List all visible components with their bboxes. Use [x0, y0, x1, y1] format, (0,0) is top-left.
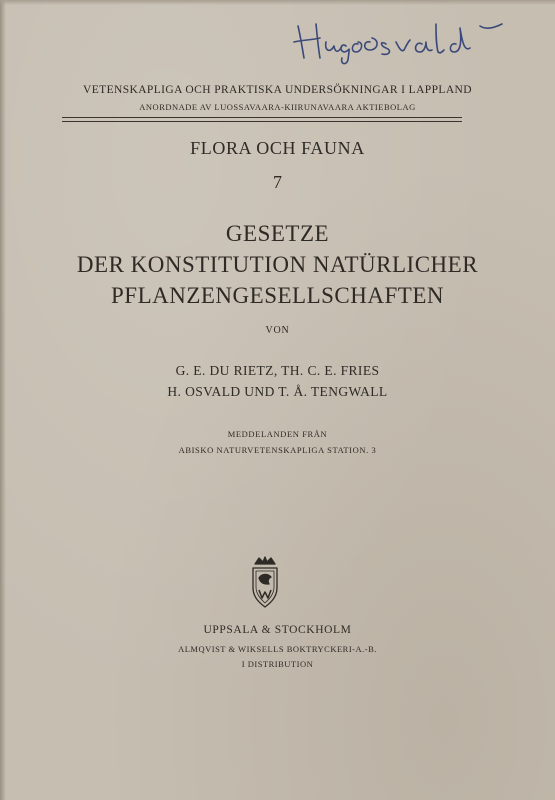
subseries-name: FLORA OCH FAUNA [190, 138, 365, 158]
cover-top-edge [0, 0, 555, 5]
book-title-line-2: DER KONSTITUTION NATÜRLICHER [76, 252, 479, 277]
publisher-emblem-icon [247, 554, 283, 610]
communication-line-1: MEDDELANDEN FRÅN [227, 429, 328, 439]
book-title-line-3: PFLANZENGESELLSCHAFTEN [110, 283, 444, 308]
printer-name: ALMQVIST & WIKSELLS BOKTRYCKERI-A.-B. [178, 644, 377, 654]
handwritten-signature [290, 16, 510, 66]
book-title [0, 218, 555, 311]
series-subtitle: ANORDNADE AV LUOSSAVAARA-KIIRUNAVAARA AKTIEBOLAG [139, 102, 416, 112]
series-title: VETENSKAPLIGA OCH PRAKTISKA UNDERSÖKNINGAR I LAPPLAND [83, 84, 472, 96]
subseries-number: 7 [273, 172, 282, 192]
authors [0, 360, 555, 402]
authors-line-1: G. E. DU RIETZ, TH. C. E. FRIES [175, 363, 380, 378]
imprint-city: UPPSALA & STOCKHOLM [203, 624, 352, 636]
authors-line-2: H. OSVALD UND T. Å. TENGWALL [167, 384, 388, 399]
double-rule-thick [62, 117, 462, 118]
communication-line-2: ABISKO NATURVETENSKAPLIGA STATION. 3 [178, 445, 377, 455]
book-title-line-1: GESETZE [225, 221, 330, 246]
distribution-note: I DISTRIBUTION [241, 659, 314, 669]
imprint-printer [0, 642, 555, 672]
byline: VON [265, 325, 290, 336]
communication-note [0, 426, 555, 458]
double-rule-thin [62, 121, 462, 122]
